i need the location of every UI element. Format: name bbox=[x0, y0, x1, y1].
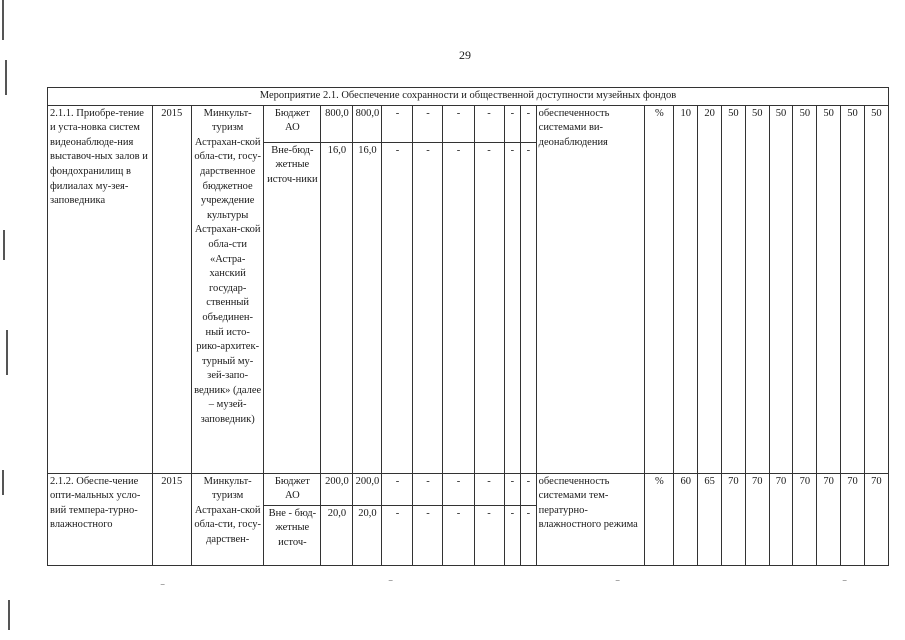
funding-value: - bbox=[382, 473, 413, 505]
year-cell: 2015 bbox=[152, 105, 191, 473]
funding-value: - bbox=[413, 473, 443, 505]
indicator-value: 50 bbox=[769, 105, 793, 473]
indicator-value: 70 bbox=[769, 473, 793, 565]
indicator-value: 50 bbox=[721, 105, 745, 473]
funding-value: - bbox=[504, 105, 521, 142]
unit-cell: % bbox=[645, 473, 674, 565]
indicator-value: 70 bbox=[721, 473, 745, 565]
funding-year-2015: 20,0 bbox=[353, 505, 382, 565]
funding-value: - bbox=[382, 505, 413, 565]
measure-title: Мероприятие 2.1. Обеспечение сохранности и общественной доступности музейных фондов bbox=[48, 88, 889, 106]
indicator-value: 50 bbox=[745, 105, 769, 473]
funding-value: - bbox=[504, 142, 521, 473]
funding-value: - bbox=[413, 105, 443, 142]
executor-cell: Минкульт-туризм Астрахан-ской обла-сти, госу-дарствен- bbox=[191, 473, 263, 565]
scan-speck: ⁻ bbox=[615, 578, 621, 589]
funding-total: 20,0 bbox=[321, 505, 353, 565]
indicator-value: 50 bbox=[864, 105, 888, 473]
year-cell: 2015 bbox=[152, 473, 191, 565]
funding-value: - bbox=[521, 105, 537, 142]
activity-cell: 2.1.2. Обеспе-чение опти-мальных усло-вий темпера-турно-влажностного bbox=[48, 473, 153, 565]
funding-value: - bbox=[443, 505, 474, 565]
scan-edge bbox=[0, 0, 14, 640]
funding-value: - bbox=[474, 505, 504, 565]
indicator-value: 65 bbox=[698, 473, 722, 565]
funding-value: - bbox=[443, 473, 474, 505]
executor-cell: Минкульт-туризм Астрахан-ской обла-сти, госу-дарственное бюджетное учреждение культуры Астрахан-ской обла-сти «Астра-ханский государ-ственный объединен-ный исто-рико-архитек-турный му-зей-запо-ведник» (далее – музей-заповедник) bbox=[191, 105, 263, 473]
indicator-value: 20 bbox=[698, 105, 722, 473]
measures-table bbox=[47, 87, 889, 566]
funding-value: - bbox=[382, 142, 413, 473]
funding-value: - bbox=[521, 473, 537, 505]
funding-value: - bbox=[382, 105, 413, 142]
scan-speck: ⁻ bbox=[160, 582, 166, 593]
funding-value: - bbox=[413, 142, 443, 473]
indicator-value: 50 bbox=[817, 105, 841, 473]
funding-value: - bbox=[521, 142, 537, 473]
indicator-value: 50 bbox=[793, 105, 817, 473]
funding-year-2015: 200,0 bbox=[353, 473, 382, 505]
scan-speck: ⁻ bbox=[388, 578, 394, 589]
funding-source: Вне - бюд-жетные источ- bbox=[264, 505, 321, 565]
indicator-value: 10 bbox=[674, 105, 698, 473]
indicator-value: 60 bbox=[674, 473, 698, 565]
indicator-value: 70 bbox=[793, 473, 817, 565]
indicator-value: 70 bbox=[864, 473, 888, 565]
funding-total: 16,0 bbox=[321, 142, 353, 473]
indicator-value: 70 bbox=[841, 473, 865, 565]
funding-source: Бюджет АО bbox=[264, 473, 321, 505]
funding-value: - bbox=[504, 505, 521, 565]
funding-value: - bbox=[443, 142, 474, 473]
funding-year-2015: 16,0 bbox=[353, 142, 382, 473]
page-number: 29 bbox=[459, 48, 471, 62]
funding-value: - bbox=[521, 505, 537, 565]
funding-value: - bbox=[443, 105, 474, 142]
funding-value: - bbox=[413, 505, 443, 565]
indicator-cell: обеспеченность системами тем-пературно-влажностного режима bbox=[536, 473, 645, 565]
scan-speck: ⁻ bbox=[842, 578, 848, 589]
funding-total: 200,0 bbox=[321, 473, 353, 505]
indicator-value: 50 bbox=[841, 105, 865, 473]
funding-year-2015: 800,0 bbox=[353, 105, 382, 142]
unit-cell: % bbox=[645, 105, 674, 473]
indicator-value: 70 bbox=[745, 473, 769, 565]
funding-value: - bbox=[474, 473, 504, 505]
funding-source: Вне-бюд-жетные источ-ники bbox=[264, 142, 321, 473]
funding-value: - bbox=[504, 473, 521, 505]
funding-value: - bbox=[474, 142, 504, 473]
funding-source: Бюджет АО bbox=[264, 105, 321, 142]
indicator-value: 70 bbox=[817, 473, 841, 565]
funding-value: - bbox=[474, 105, 504, 142]
funding-total: 800,0 bbox=[321, 105, 353, 142]
activity-cell: 2.1.1. Приобре-тение и уста-новка систем видеонаблюде-ния выставоч-ных залов и фондохранилищ в филиалах му-зея-заповедника bbox=[48, 105, 153, 473]
indicator-cell: обеспеченность системами ви-деонаблюдения bbox=[536, 105, 645, 473]
